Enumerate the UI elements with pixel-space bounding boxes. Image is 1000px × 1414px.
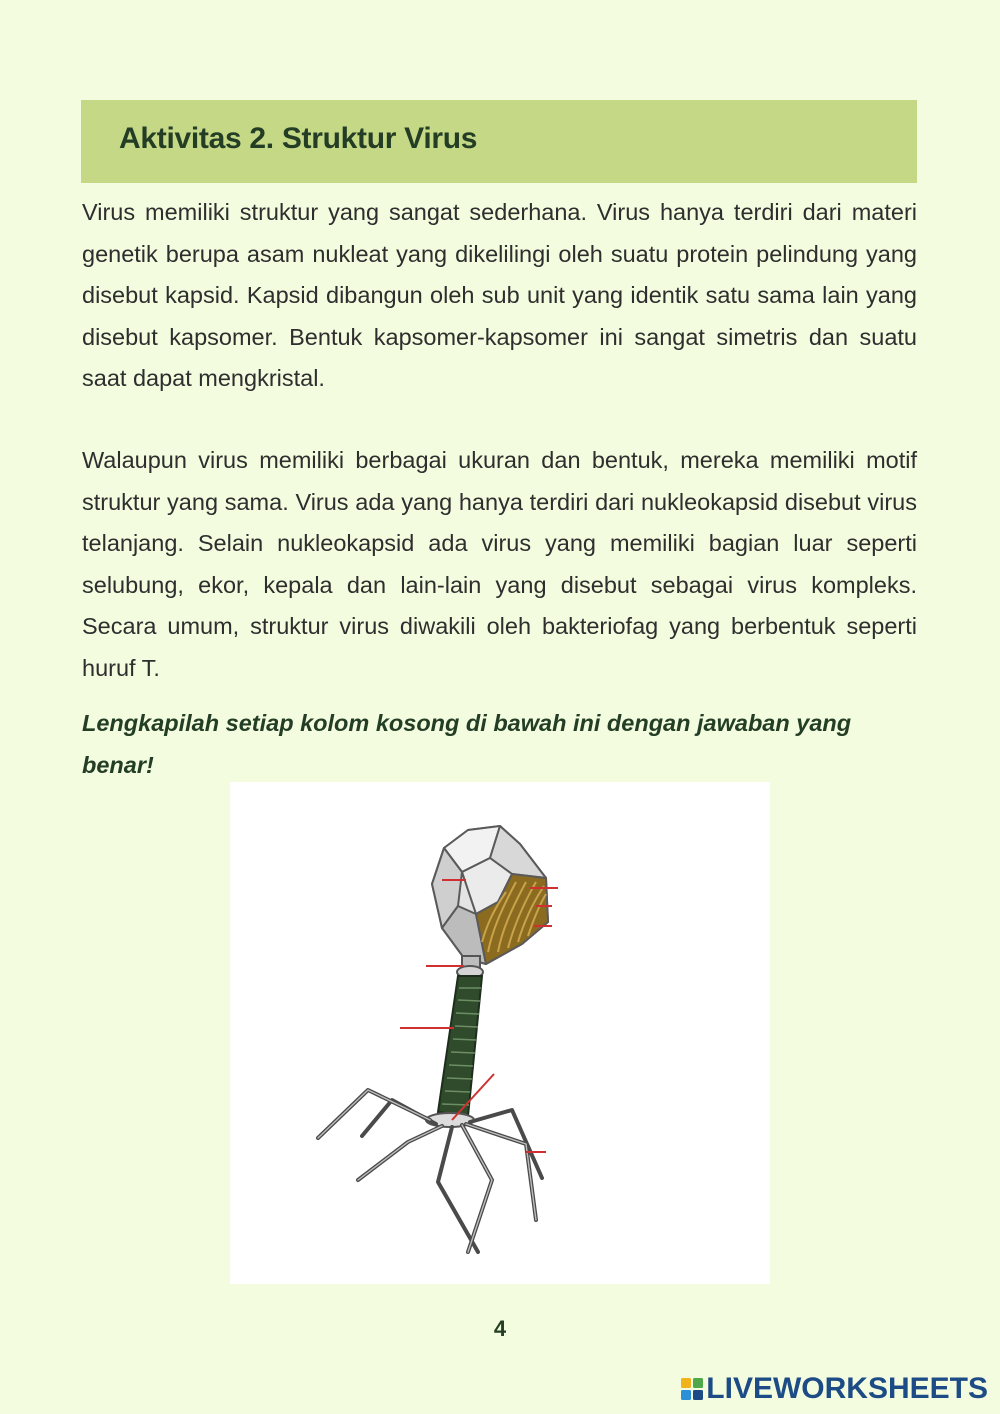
activity-title-bar xyxy=(81,100,917,183)
instruction-text: Lengkapilah setiap kolom kosong di bawah ini dengan jawaban yang benar! xyxy=(82,710,852,778)
liveworksheets-logo-icon xyxy=(680,1377,704,1401)
phage-head xyxy=(432,826,548,964)
intro-paragraph: Virus memiliki struktur yang sangat sederhana. Virus hanya terdiri dari materi genetik berupa asam nukleat yang dikelilingi oleh suatu protein pelindung yang disebut kapsid. Kapsid dibangun oleh sub unit yang identik satu sama lain yang disebut kapsomer. Bentuk kapsomer-kapsomer ini sangat simetris dan suatu saat dapat mengkristal. xyxy=(82,199,917,391)
bacteriophage-figure xyxy=(230,782,770,1284)
activity-title: Aktivitas 2. Struktur Virus xyxy=(119,122,478,155)
structure-paragraph: Walaupun virus memiliki berbagai ukuran dan bentuk, mereka memiliki motif struktur yang sama. Virus ada yang hanya terdiri dari nukleokapsid disebut virus telanjang. Selain nukleokapsid ada virus yang memiliki bagian luar seperti selubung, ekor, kepala dan lain-lain yang disebut sebagai virus kompleks. Secara umum, struktur virus diwakili oleh bakteriofag yang berbentuk seperti huruf T. xyxy=(82,447,917,681)
phage-tail-fibers xyxy=(318,1090,542,1252)
page-number: 4 xyxy=(493,1316,507,1341)
bacteriophage-illustration xyxy=(230,782,770,1284)
brand-name: LIVEWORKSHEETS xyxy=(706,1372,988,1405)
liveworksheets-brand xyxy=(680,1372,988,1406)
